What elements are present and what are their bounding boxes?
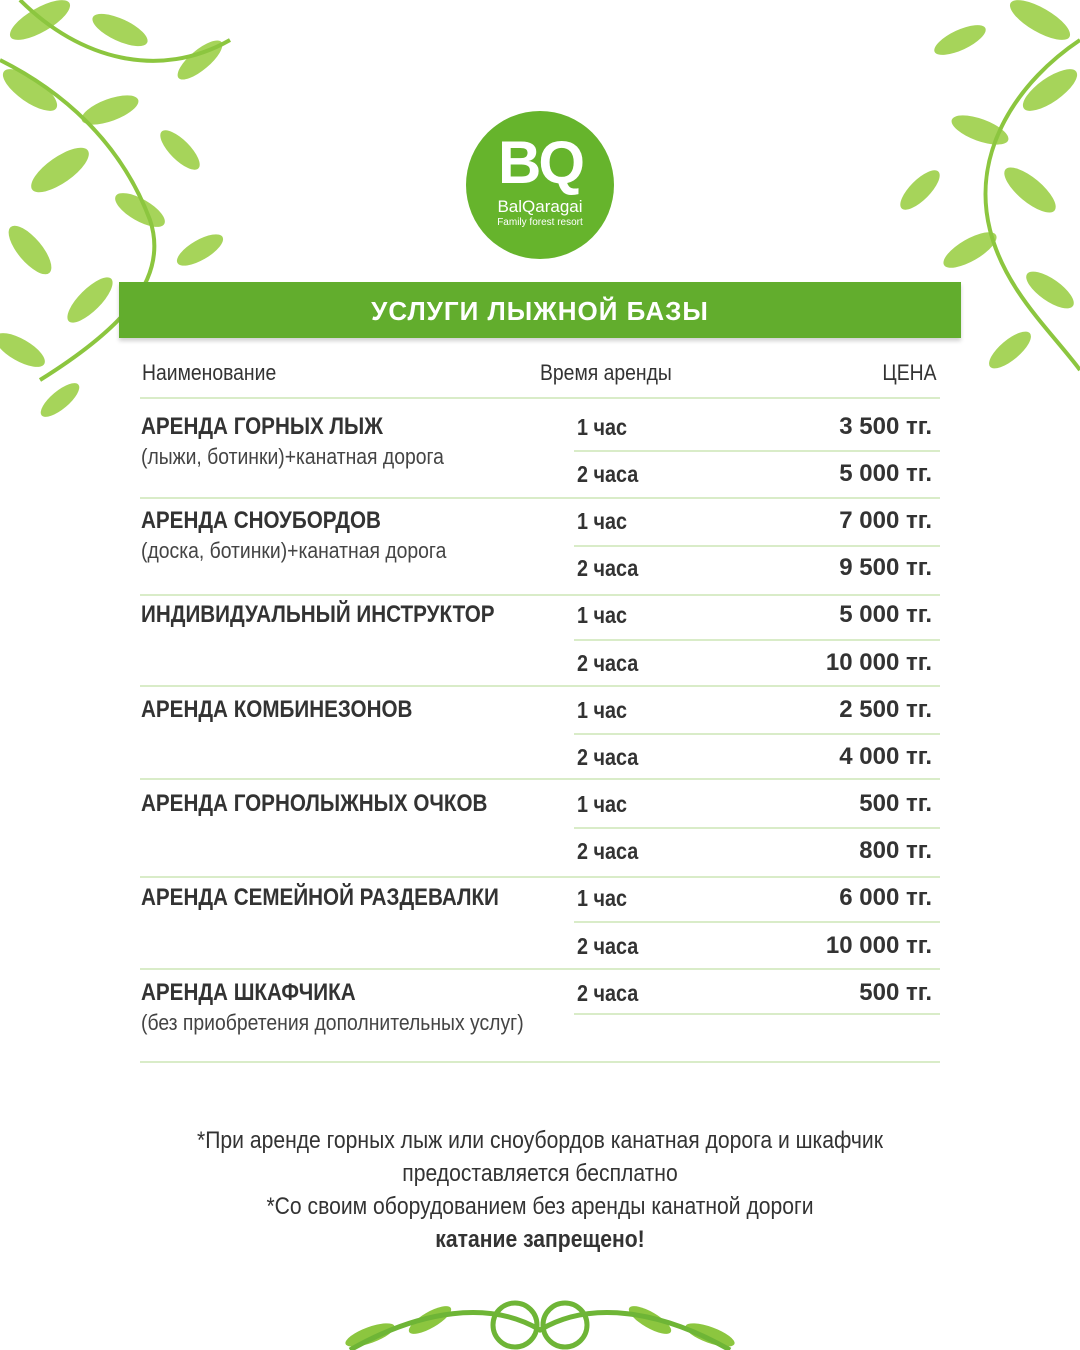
rate-divider [574,921,940,923]
service-title: АРЕНДА ГОРНЫХ ЛЫЖ [141,413,383,440]
leaf-ornament-bottom-decoration [330,1290,750,1350]
rate-price: 4 000 тг. [839,743,932,770]
service-title: ИНДИВИДУАЛЬНЫЙ ИНСТРУКТОР [141,601,495,628]
row-divider [140,778,940,780]
column-header-time: Время аренды [540,360,672,385]
rate-time: 2 часа [577,980,639,1006]
service-title: АРЕНДА ГОРНОЛЫЖНЫХ ОЧКОВ [141,790,488,817]
leaf-branch-top-right-decoration [880,0,1080,400]
rate-price: 800 тг. [859,837,932,864]
row-divider [140,685,940,687]
row-divider [140,594,940,596]
rate-time: 2 часа [577,650,639,676]
rate-price: 10 000 тг. [825,932,932,959]
rate-time: 2 часа [577,555,639,581]
service-title: АРЕНДА КОМБИНЕЗОНОВ [141,696,413,723]
footnotes [140,1124,940,1256]
rate-time: 1 час [577,885,627,911]
row-divider [140,876,940,878]
rate-time: 2 часа [577,744,639,770]
rate-price: 5 000 тг. [839,460,932,487]
rate-divider [574,450,940,452]
header-divider [140,397,940,399]
column-header-price: ЦЕНА [882,360,937,385]
rate-divider [574,639,940,641]
brand-logo [466,111,614,259]
rate-divider [574,545,940,547]
rate-time: 1 час [577,508,627,534]
footnote-line: предоставляется бесплатно [402,1160,678,1187]
rate-time: 2 часа [577,461,639,487]
footnote-line: *Со своим оборудованием без аренды канатной дороги [266,1193,814,1220]
service-subtitle: (без приобретения дополнительных услуг) [141,1010,524,1035]
rate-divider [574,733,940,735]
rate-price: 500 тг. [859,979,932,1006]
rate-price: 5 000 тг. [839,601,932,628]
rate-time: 1 час [577,697,627,723]
rate-price: 10 000 тг. [825,649,932,676]
logo-tagline: Family forest resort [497,217,583,228]
table-bottom-divider [140,1061,940,1063]
rate-price: 7 000 тг. [839,507,932,534]
row-divider [140,497,940,499]
rate-price: 9 500 тг. [839,554,932,581]
rate-price: 2 500 тг. [839,696,932,723]
rate-price: 500 тг. [859,790,932,817]
rate-price: 3 500 тг. [839,413,932,440]
footnote-line: *При аренде горных лыж или сноубордов канатная дорога и шкафчик [197,1127,883,1154]
rate-time: 2 часа [577,838,639,864]
footnote-warning: катание запрещено! [435,1226,645,1253]
rate-time: 1 час [577,414,627,440]
service-subtitle: (лыжи, ботинки)+канатная дорога [141,444,444,469]
service-subtitle: (доска, ботинки)+канатная дорога [141,538,447,563]
rate-time: 2 часа [577,933,639,959]
rate-price: 6 000 тг. [839,884,932,911]
service-title: АРЕНДА ШКАФЧИКА [141,979,356,1006]
rate-time: 1 час [577,602,627,628]
rate-time: 1 час [577,791,627,817]
row-divider [140,968,940,970]
logo-mark: BQ [498,129,582,196]
rate-divider [574,827,940,829]
service-title: АРЕНДА СЕМЕЙНОЙ РАЗДЕВАЛКИ [141,884,499,911]
logo-brand-name: BalQaragai [497,197,583,216]
service-title: АРЕНДА СНОУБОРДОВ [141,507,381,534]
section-title-banner: УСЛУГИ ЛЫЖНОЙ БАЗЫ [119,282,961,338]
rate-divider [574,1013,940,1015]
column-header-name: Наименование [142,360,277,385]
